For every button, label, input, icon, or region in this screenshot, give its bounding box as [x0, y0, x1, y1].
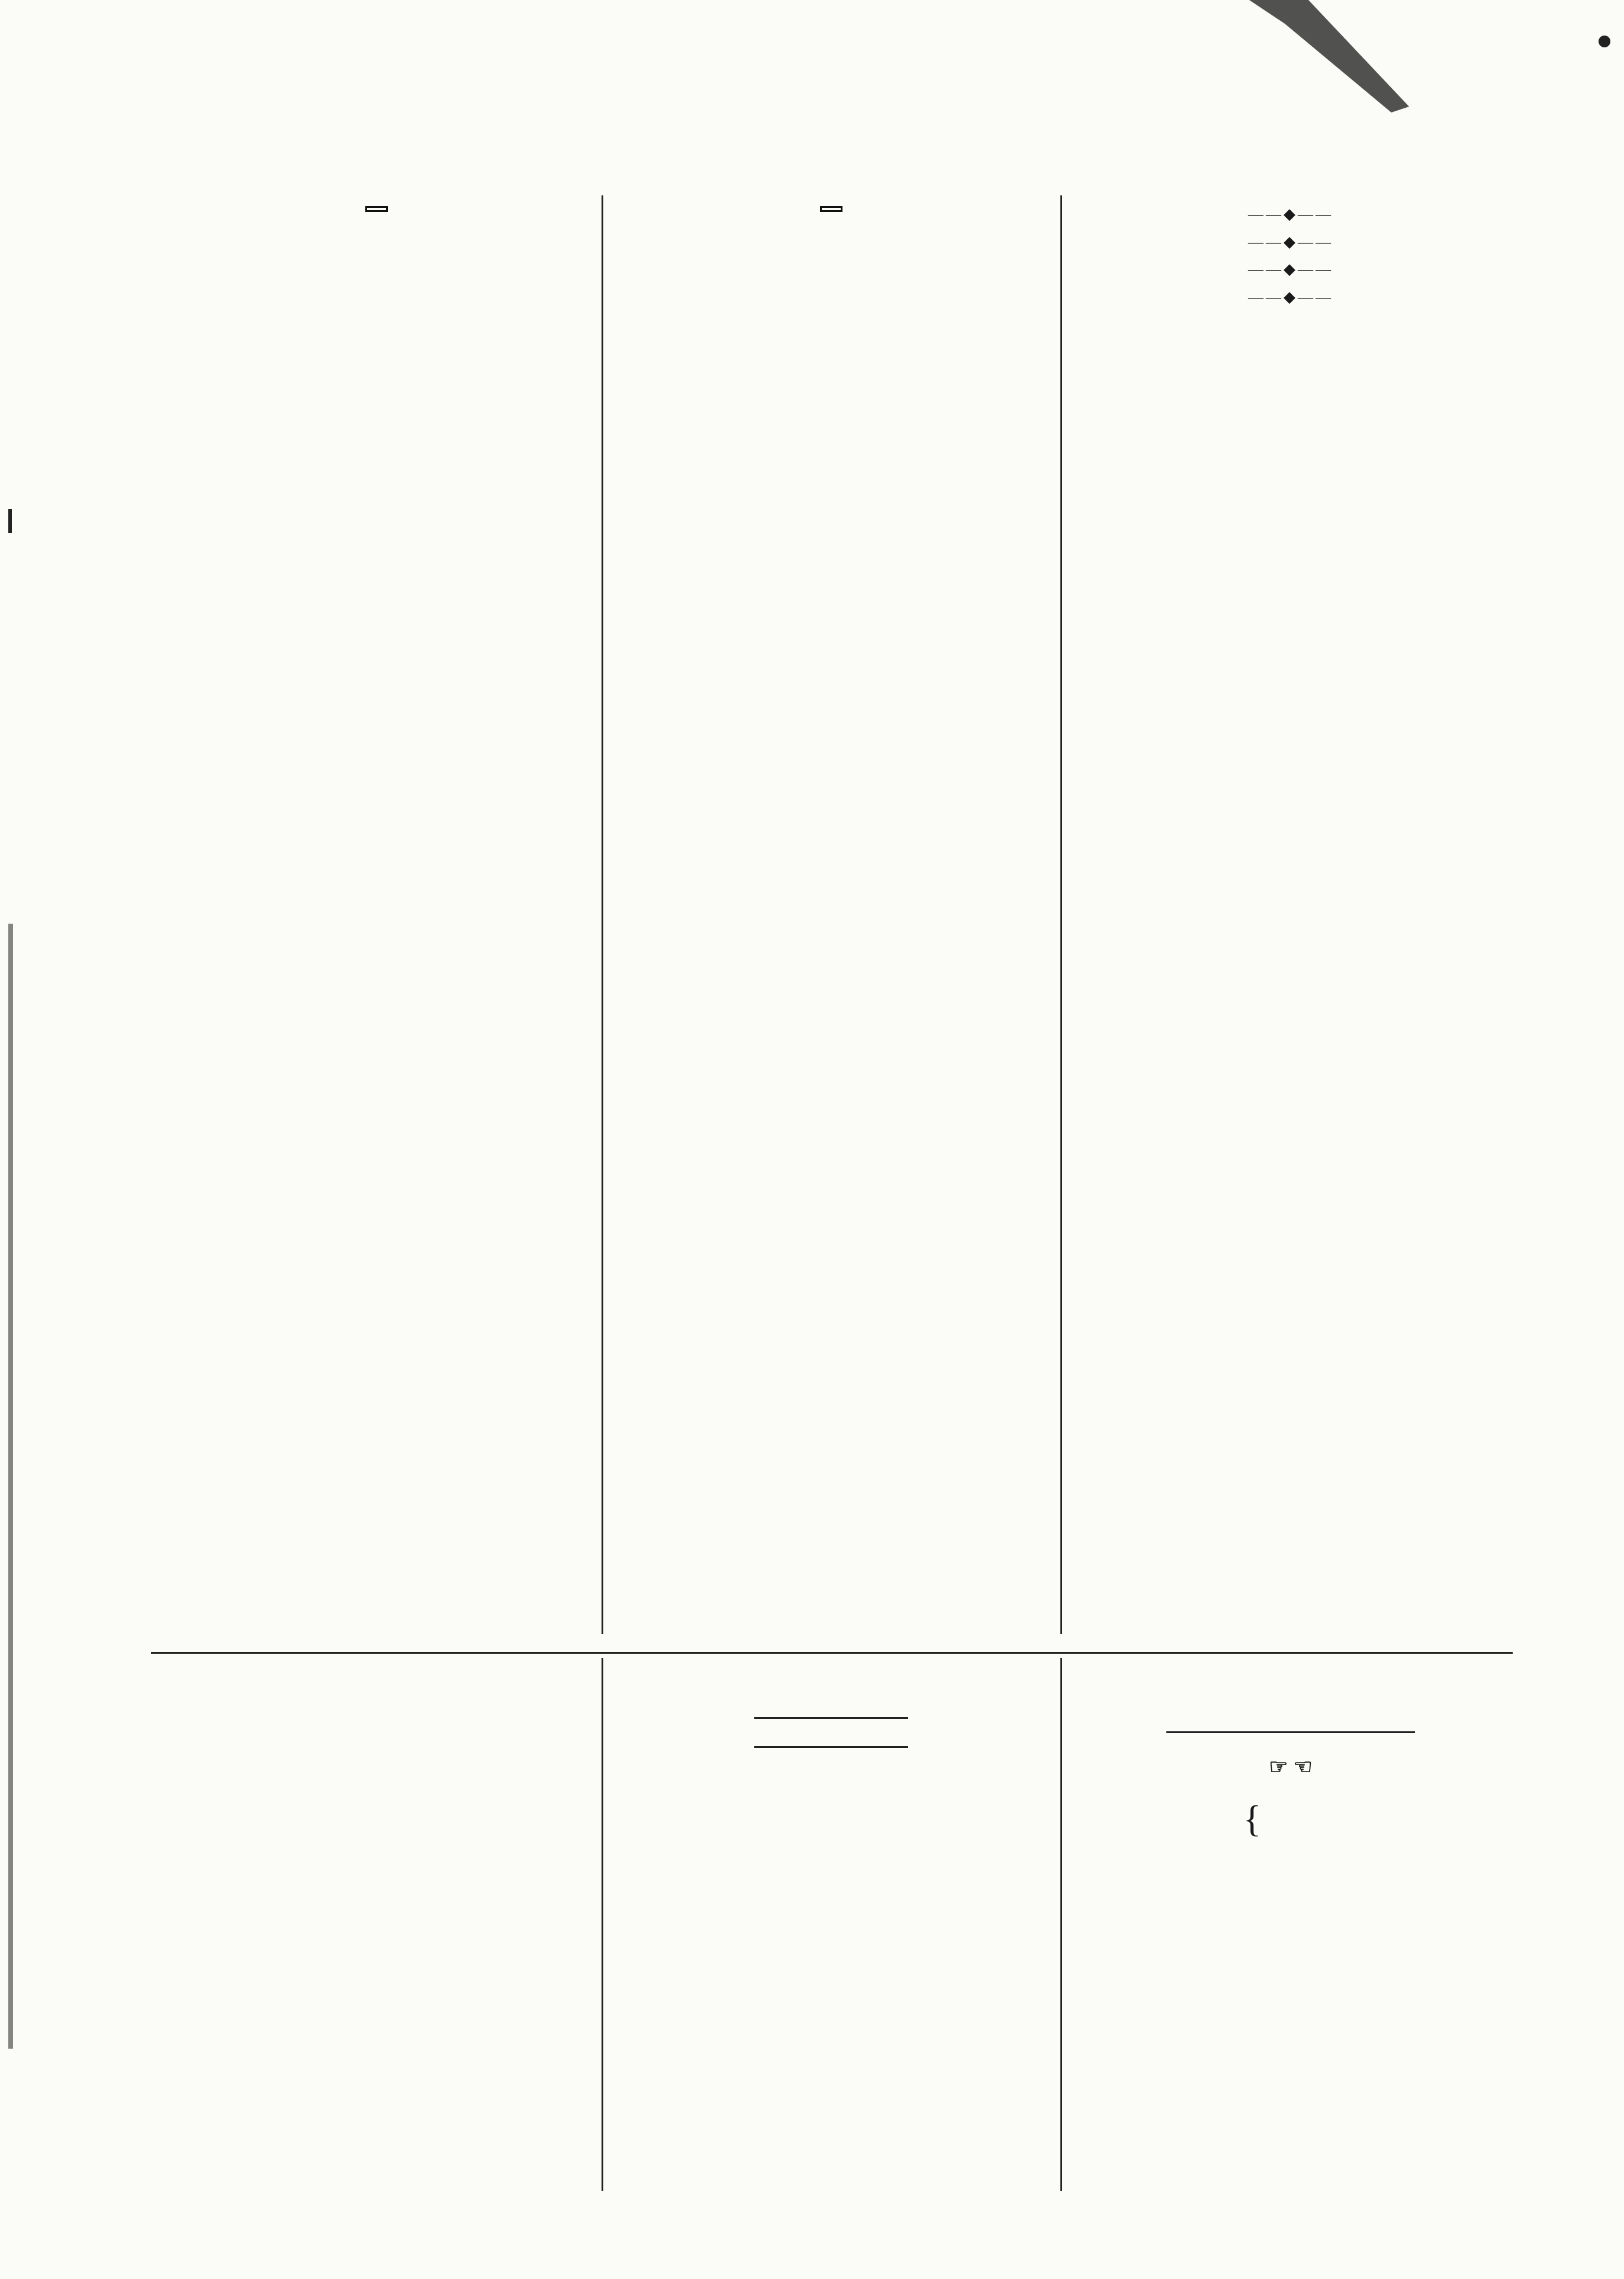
ad-conlon [610, 1687, 1053, 1769]
article-column-3 [1069, 198, 1513, 313]
scan-mark [8, 924, 13, 2049]
section-divider: ——◆—— [1248, 261, 1333, 278]
ad-fenety [155, 1682, 599, 1692]
brace-icon: { [1243, 1798, 1262, 1840]
corner-smudge [1214, 0, 1462, 118]
ad-kelly-address [1066, 1797, 1516, 1841]
ad-kelly-line7 [1066, 1754, 1516, 1779]
inscription-box-mary [820, 206, 842, 212]
article-column-2 [610, 198, 1053, 221]
article-column-1 [159, 198, 594, 230]
inscription-box-our-darling [365, 206, 388, 212]
ad-conlon-rule [754, 1717, 908, 1719]
section-divider: ——◆—— [1248, 288, 1333, 306]
ad-brogan [155, 1978, 599, 1991]
ad-conlon-rule [754, 1746, 908, 1748]
ad-kelly-rule [1166, 1731, 1415, 1733]
ad-section-rule [151, 1652, 1513, 1654]
scan-mark [1599, 36, 1610, 47]
ad-column-rule [1060, 1658, 1062, 2191]
ad-kelly [1066, 1682, 1516, 1841]
column-rule [1060, 195, 1062, 1634]
pointing-hand-icon: ☞ [1269, 1755, 1288, 1779]
pointing-hand-icon: ☜ [1293, 1755, 1313, 1779]
section-divider: ——◆—— [1248, 205, 1333, 223]
section-divider: ——◆—— [1248, 233, 1333, 250]
column-rule [602, 195, 603, 1634]
scan-mark [8, 509, 12, 533]
ad-column-rule [602, 1658, 603, 2191]
